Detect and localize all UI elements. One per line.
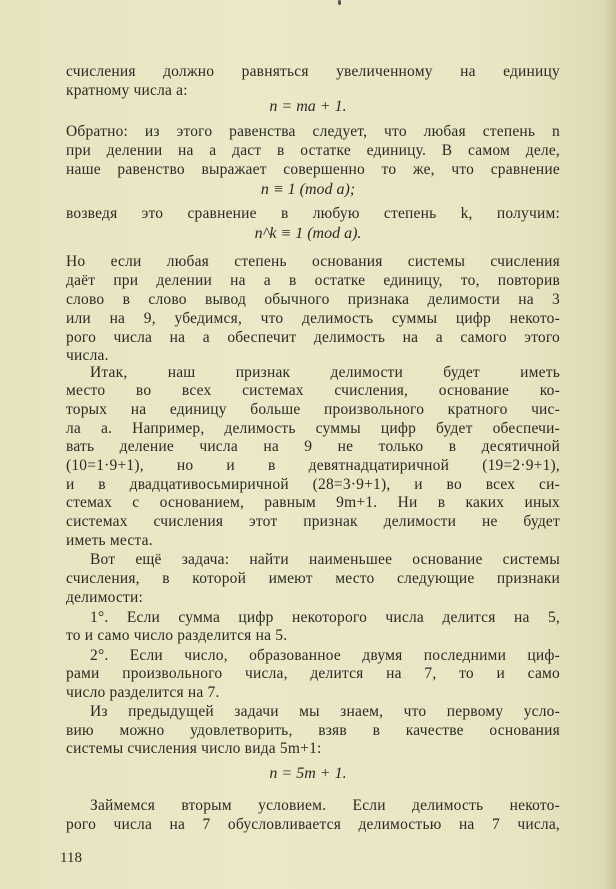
text-line: и в двадцативосьмиричной (28=3·9+1), и во всех си- xyxy=(66,476,560,493)
text-line: системах счисления этот признак делимости не будет xyxy=(66,513,560,530)
text-line: возведя это сравнение в любую степень k, получим: xyxy=(66,205,560,222)
text-line: стемах с основанием, равным 9m+1. Ни в каких иных xyxy=(66,494,560,511)
page-number: 118 xyxy=(60,850,82,866)
text-line: при делении на a даст в остатке единицу. В самом деле, xyxy=(66,142,560,159)
text-line: счисления, в которой имеют место следующие признаки xyxy=(66,570,560,587)
text-line: число разделится на 7. xyxy=(66,684,220,701)
text-line: место во всех системах счисления, основание ко- xyxy=(66,382,560,399)
scan-speck xyxy=(338,0,341,5)
text-line: вию можно удовлетворить, взяв в качестве основания xyxy=(66,722,560,739)
text-line: ла a. Например, делимость суммы цифр будет обеспечи- xyxy=(66,420,560,437)
text-line: иметь места. xyxy=(66,532,153,549)
text-line: делимости: xyxy=(66,589,143,606)
text-line: слово в слово вывод обычного признака делимости на 3 xyxy=(66,291,560,308)
text-line: вать деление числа на 9 не только в десятичной xyxy=(66,438,560,455)
text-line: Вот ещё задача: найти наименьшее основание системы xyxy=(90,551,560,568)
formula: n = 5m + 1. xyxy=(269,765,347,782)
text-line: системы счисления число вида 5m+1: xyxy=(66,740,322,757)
text-line: Итак, наш признак делимости будет иметь xyxy=(90,364,560,381)
text-line: числа. xyxy=(66,347,109,364)
formula: n = ma + 1. xyxy=(269,98,347,115)
text-line: Из предыдущей задачи мы знаем, что первому усло- xyxy=(90,703,560,720)
text-line: счисления должно равняться увеличенному на единицу xyxy=(66,63,560,80)
text-line: наше равенство выражает совершенно то же, что сравнение xyxy=(66,161,560,178)
text-line: Займемся вторым условием. Если делимость некото- xyxy=(90,797,560,814)
text-line: (10=1·9+1), но и в девятнадцатиричной (19=2·9+1), xyxy=(66,457,560,474)
text-line: то и само число разделится на 5. xyxy=(66,627,288,644)
text-line: Обратно: из этого равенства следует, что любая степень n xyxy=(66,123,560,140)
formula: n ≡ 1 (mod a); xyxy=(260,181,356,198)
text-line: торых на единицу больше произвольного кратного чис- xyxy=(66,401,560,418)
text-line: рого числа на 7 обусловливается делимостью на 7 числа, xyxy=(66,816,560,833)
text-line: рого числа на a обеспечит делимость на a самого этого xyxy=(66,329,560,346)
text-line: Но если любая степень основания системы счисления xyxy=(66,253,560,270)
text-line: кратному числа a: xyxy=(66,82,188,99)
text-line: 1°. Если сумма цифр некоторого числа делится на 5, xyxy=(90,609,560,626)
text-line: даёт при делении на a в остатке единицу, то, повторив xyxy=(66,272,560,289)
formula: n^k ≡ 1 (mod a). xyxy=(254,225,362,242)
text-line: рами произвольного числа, делится на 7, то и само xyxy=(66,665,560,682)
text-line: 2°. Если число, образованное двумя последними циф- xyxy=(90,647,560,664)
page-edge xyxy=(602,0,616,889)
text-line: или на 9, убедимся, что делимость суммы цифр некото- xyxy=(66,310,560,327)
